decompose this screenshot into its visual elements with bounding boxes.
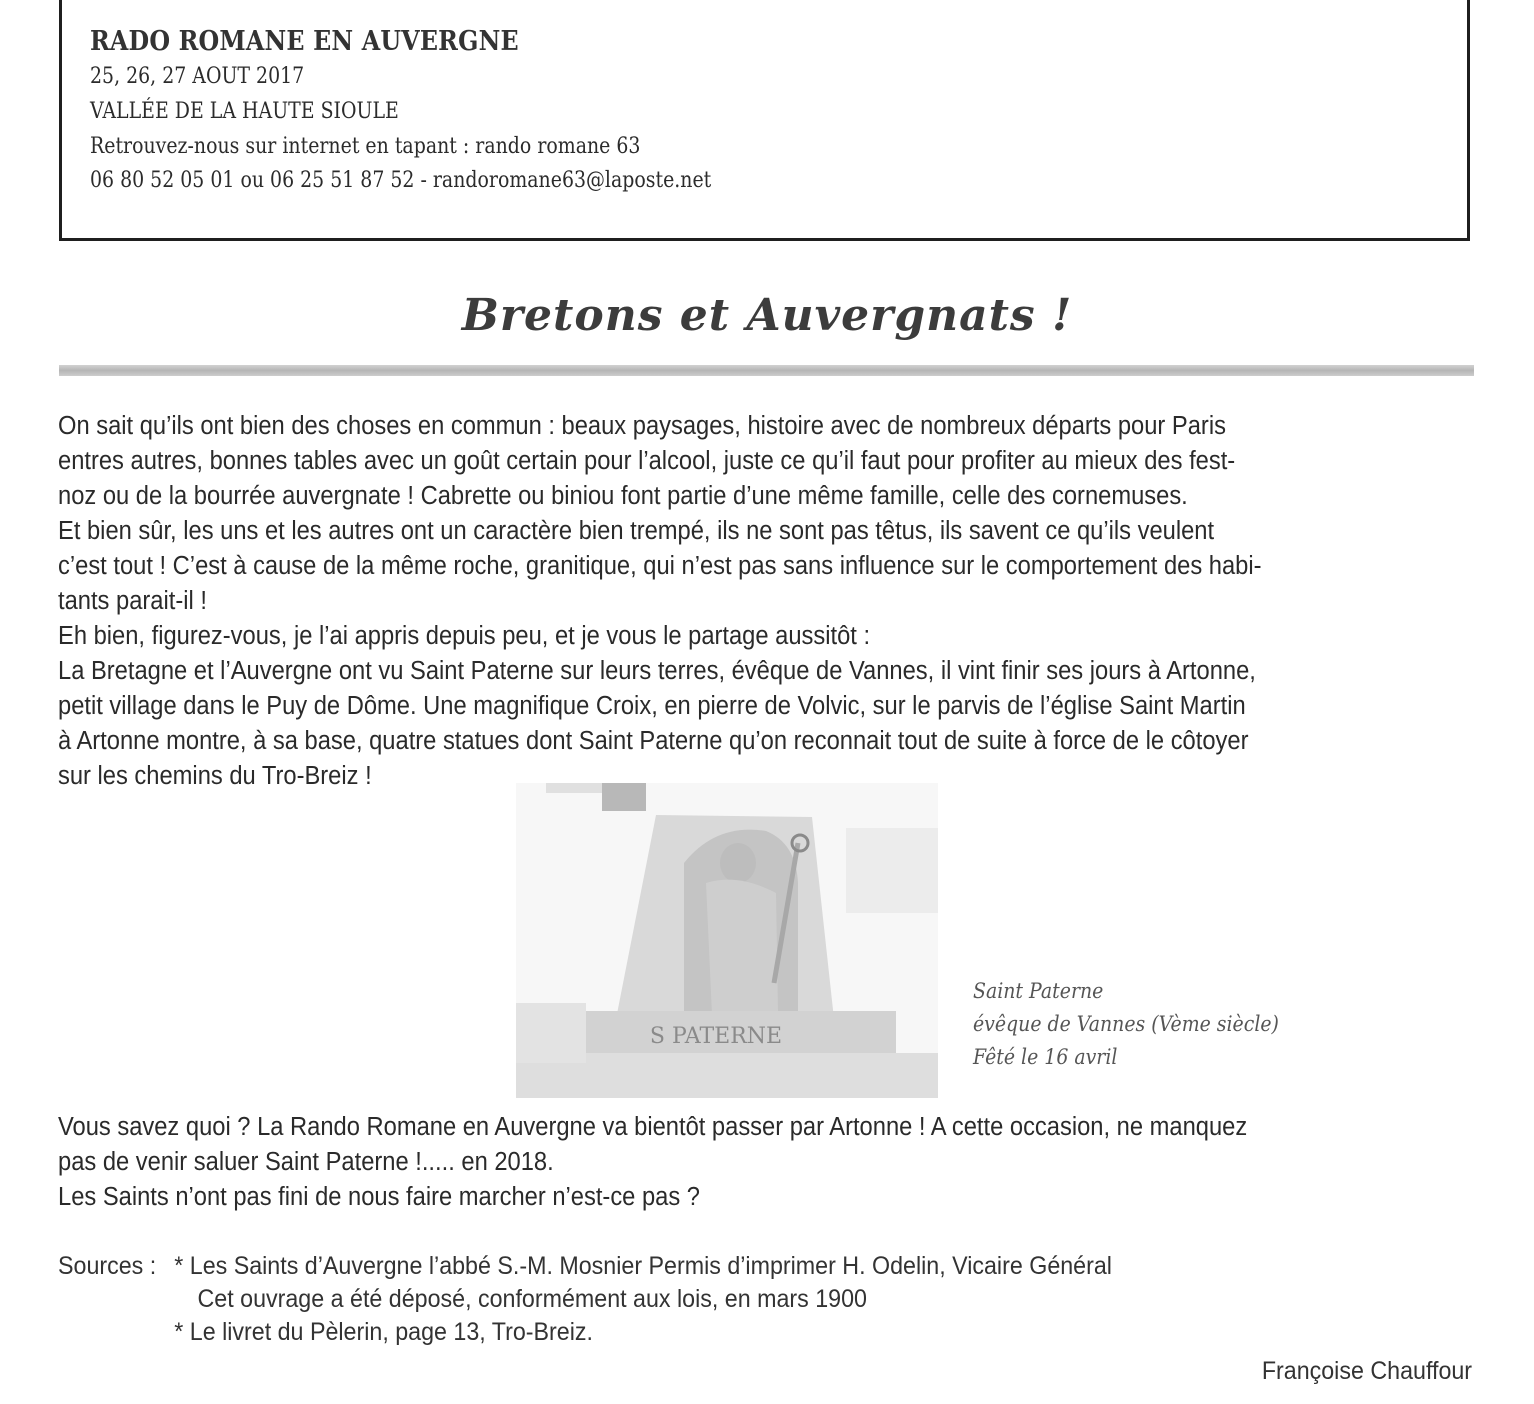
article-title: Bretons et Auvergnats ! [461,290,1073,341]
title-divider [59,365,1474,376]
event-info-box [59,0,1470,241]
sources-label: Sources : [58,1252,157,1280]
body-line: Eh bien, figurez-vous, je l’ai appris depuis peu, et je vous le partage aussitôt : [58,622,871,650]
statue-illustration [516,783,938,1098]
event-title: RADO ROMANE EN AUVERGNE [90,26,519,57]
body-line: Et bien sûr, les uns et les autres ont un caractère bien trempé, ils ne sont pas têtus, ils savent ce qu’ils veulent [58,517,1215,545]
body-line: On sait qu’ils ont bien des choses en commun : beaux paysages, histoire avec de nombreux départs pour Paris [58,412,1226,440]
body-line: c’est tout ! C’est à cause de la même roche, granitique, qui n’est pas sans influence sur le comportement des habi- [58,552,1262,580]
body-line: entres autres, bonnes tables avec un goût certain pour l’alcool, juste ce qu’il faut pour profiter au mieux des fest- [58,447,1236,475]
closing-line: Vous savez quoi ? La Rando Romane en Auvergne va bientôt passer par Artonne ! A cette occasion, ne manquez [58,1113,1248,1141]
caption-line: Fêté le 16 avril [973,1045,1118,1069]
body-line: tants parait-il ! [58,587,207,615]
author-signature: Françoise Chauffour [1261,1357,1472,1385]
body-line: à Artonne montre, à sa base, quatre statues dont Saint Paterne qu’on reconnait tout de suite à force de le côtoyer [58,727,1249,755]
caption-line: Saint Paterne [973,979,1104,1003]
body-line: La Bretagne et l’Auvergne ont vu Saint Paterne sur leurs terres, évêque de Vannes, il vint finir ses jours à Artonne, [58,657,1256,685]
statue-inscription: S PATERNE [649,1024,783,1049]
event-web: Retrouvez-nous sur internet en tapant : rando romane 63 [90,134,641,159]
closing-line: pas de venir saluer Saint Paterne !..... en 2018. [58,1148,554,1176]
article-closing [58,1110,1379,1215]
closing-line: Les Saints n’ont pas fini de nous faire marcher n’est-ce pas ? [58,1183,700,1211]
saint-paterne-photo [516,783,938,1098]
source-item: Cet ouvrage a été déposé, conformément aux lois, en mars 1900 [197,1285,867,1313]
sources-block [58,1250,1112,1349]
event-contact: 06 80 52 05 01 ou 06 25 51 87 52 - randoromane63@laposte.net [90,168,712,193]
caption-line: évêque de Vannes (Vème siècle) [973,1012,1279,1036]
source-item: * Les Saints d’Auvergne l’abbé S.-M. Mosnier Permis d’imprimer H. Odelin, Vicaire Général [174,1252,1112,1280]
body-line: petit village dans le Puy de Dôme. Une magnifique Croix, en pierre de Volvic, sur le parvis de l’église Saint Martin [58,692,1246,720]
photo-caption [973,975,1279,1074]
body-line: noz ou de la bourrée auvergnate ! Cabrette ou biniou font partie d’une même famille, celle des cornemuses. [58,482,1188,510]
event-dates: 25, 26, 27 AOUT 2017 [90,64,305,89]
body-line: sur les chemins du Tro-Breiz ! [58,762,372,790]
event-place: VALLÉE DE LA HAUTE SIOULE [90,99,399,124]
source-item: * Le livret du Pèlerin, page 13, Tro-Breiz. [174,1318,593,1346]
article-body [58,409,1379,794]
